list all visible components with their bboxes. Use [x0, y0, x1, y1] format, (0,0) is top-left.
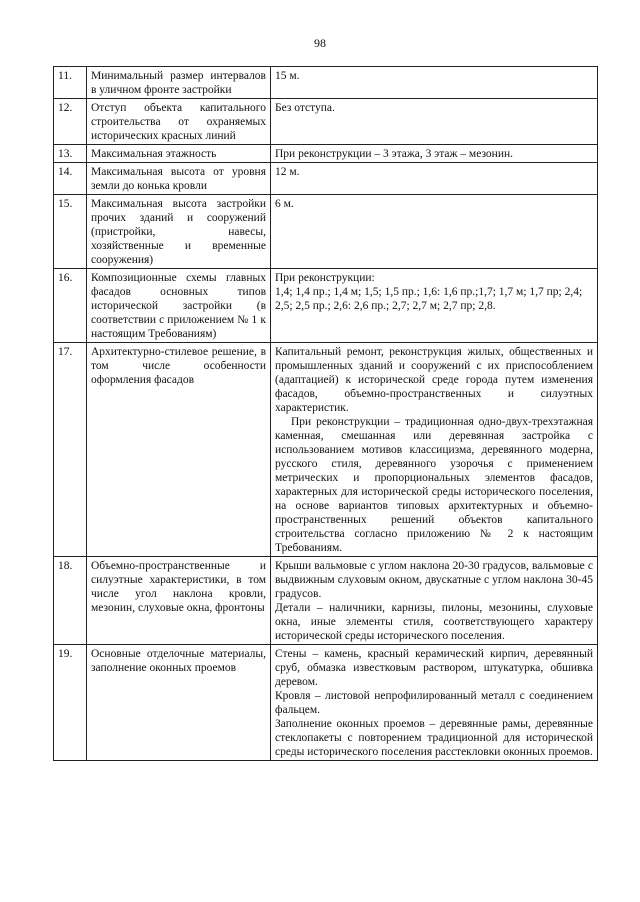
value-paragraph: Крыши вальмовые с углом наклона 20-30 градусов, вальмовые с выдвижным слуховым окном, двускатные с углом наклона 30-45 градусов. — [275, 560, 593, 600]
row-number: 12. — [54, 99, 87, 145]
value-paragraph: Капитальный ремонт, реконструкция жилых, общественных и промышленных зданий и сооружений с их приспособлением (адаптацией) к исторической среде города путем изменения фасадов, объемно-пространственных и силуэтных характеристик. — [275, 346, 593, 414]
parameter-value — [271, 195, 598, 269]
row-number: 17. — [54, 343, 87, 557]
value-paragraph: Кровля – листовой непрофилированный металл с соединением фальцем. — [275, 690, 593, 716]
parameter-name: Основные отделочные материалы, заполнение оконных проемов — [87, 645, 271, 761]
row-number: 19. — [54, 645, 87, 761]
table-row — [54, 343, 598, 557]
parameter-name: Отступ объекта капитального строительства от охраняемых исторических красных линий — [87, 99, 271, 145]
parameter-name: Максимальная этажность — [87, 145, 271, 163]
table-row — [54, 99, 598, 145]
value-paragraph: При реконструкции – 3 этажа, 3 этаж – мезонин. — [275, 148, 514, 160]
parameter-name: Минимальный размер интервалов в уличном фронте застройки — [87, 67, 271, 99]
value-paragraph: Без отступа. — [275, 102, 335, 114]
table-row — [54, 195, 598, 269]
requirements-table — [53, 66, 598, 761]
value-paragraph: 1,4; 1,4 пр.; 1,4 м; 1,5; 1,5 пр.; 1,6: 1,6 пр.;1,7; 1,7 м; 1,7 пр; 2,4; 2,5; 2,5 пр.; 2,6: 2,6 пр.; 2,7; 2,7 м; 2,7 пр; 2,8. — [275, 286, 583, 312]
parameter-name: Композиционные схемы главных фасадов основных типов исторической застройки (в соответствии с приложением № 1 к настоящим Требованиям) — [87, 269, 271, 343]
parameter-value — [271, 99, 598, 145]
row-number: 18. — [54, 557, 87, 645]
table-row — [54, 67, 598, 99]
value-paragraph: При реконструкции – традиционная одно-двух-трехэтажная каменная, смешанная или деревянная застройка с использованием мотивов классицизма, деревянного модерна, русского стиля, деревянного узорочья с применением метрических и пропорциональных элементов фасадов, характерных для исторической среды исторического поселения, на основе вариантов типовых архитектурных и объемно-пространственных решений объектов капитального строительства согласно приложению № 2 к настоящим Требованиям. — [275, 416, 593, 554]
row-number: 14. — [54, 163, 87, 195]
value-paragraph: При реконструкции: — [275, 272, 375, 284]
parameter-value — [271, 645, 598, 761]
parameter-value — [271, 557, 598, 645]
table-row — [54, 269, 598, 343]
row-number: 16. — [54, 269, 87, 343]
row-number: 11. — [54, 67, 87, 99]
parameter-value — [271, 343, 598, 557]
row-number: 15. — [54, 195, 87, 269]
parameter-name: Максимальная высота застройки прочих зданий и сооружений (пристройки, навесы, хозяйственные и временные сооружения) — [87, 195, 271, 269]
value-paragraph: Стены – камень, красный керамический кирпич, деревянный сруб, обмазка известковым раствором, штукатурка, обшивка деревом. — [275, 648, 593, 688]
table-row — [54, 645, 598, 761]
parameter-value — [271, 269, 598, 343]
parameter-value — [271, 163, 598, 195]
table-row — [54, 163, 598, 195]
value-paragraph: 12 м. — [275, 166, 300, 178]
parameter-value — [271, 67, 598, 99]
parameter-name: Максимальная высота от уровня земли до конька кровли — [87, 163, 271, 195]
row-number: 13. — [54, 145, 87, 163]
page-number: 98 — [314, 36, 326, 50]
table-row — [54, 557, 598, 645]
value-paragraph: 15 м. — [275, 70, 300, 82]
parameter-value — [271, 145, 598, 163]
value-paragraph: Детали – наличники, карнизы, пилоны, мезонины, слуховые окна, иные элементы стиля, соответствующего характеру исторической среды исторического поселения. — [275, 602, 593, 642]
table-row — [54, 145, 598, 163]
parameter-name: Объемно-пространственные и силуэтные характеристики, в том числе угол наклона кровли, мезонин, слуховые окна, фронтоны — [87, 557, 271, 645]
value-paragraph: 6 м. — [275, 198, 294, 210]
value-paragraph: Заполнение оконных проемов – деревянные рамы, деревянные стеклопакеты с повторением традиционной для исторической среды исторического поселения расстекловки оконных проемов. — [275, 718, 593, 758]
parameter-name: Архитектурно-стилевое решение, в том числе особенности оформления фасадов — [87, 343, 271, 557]
